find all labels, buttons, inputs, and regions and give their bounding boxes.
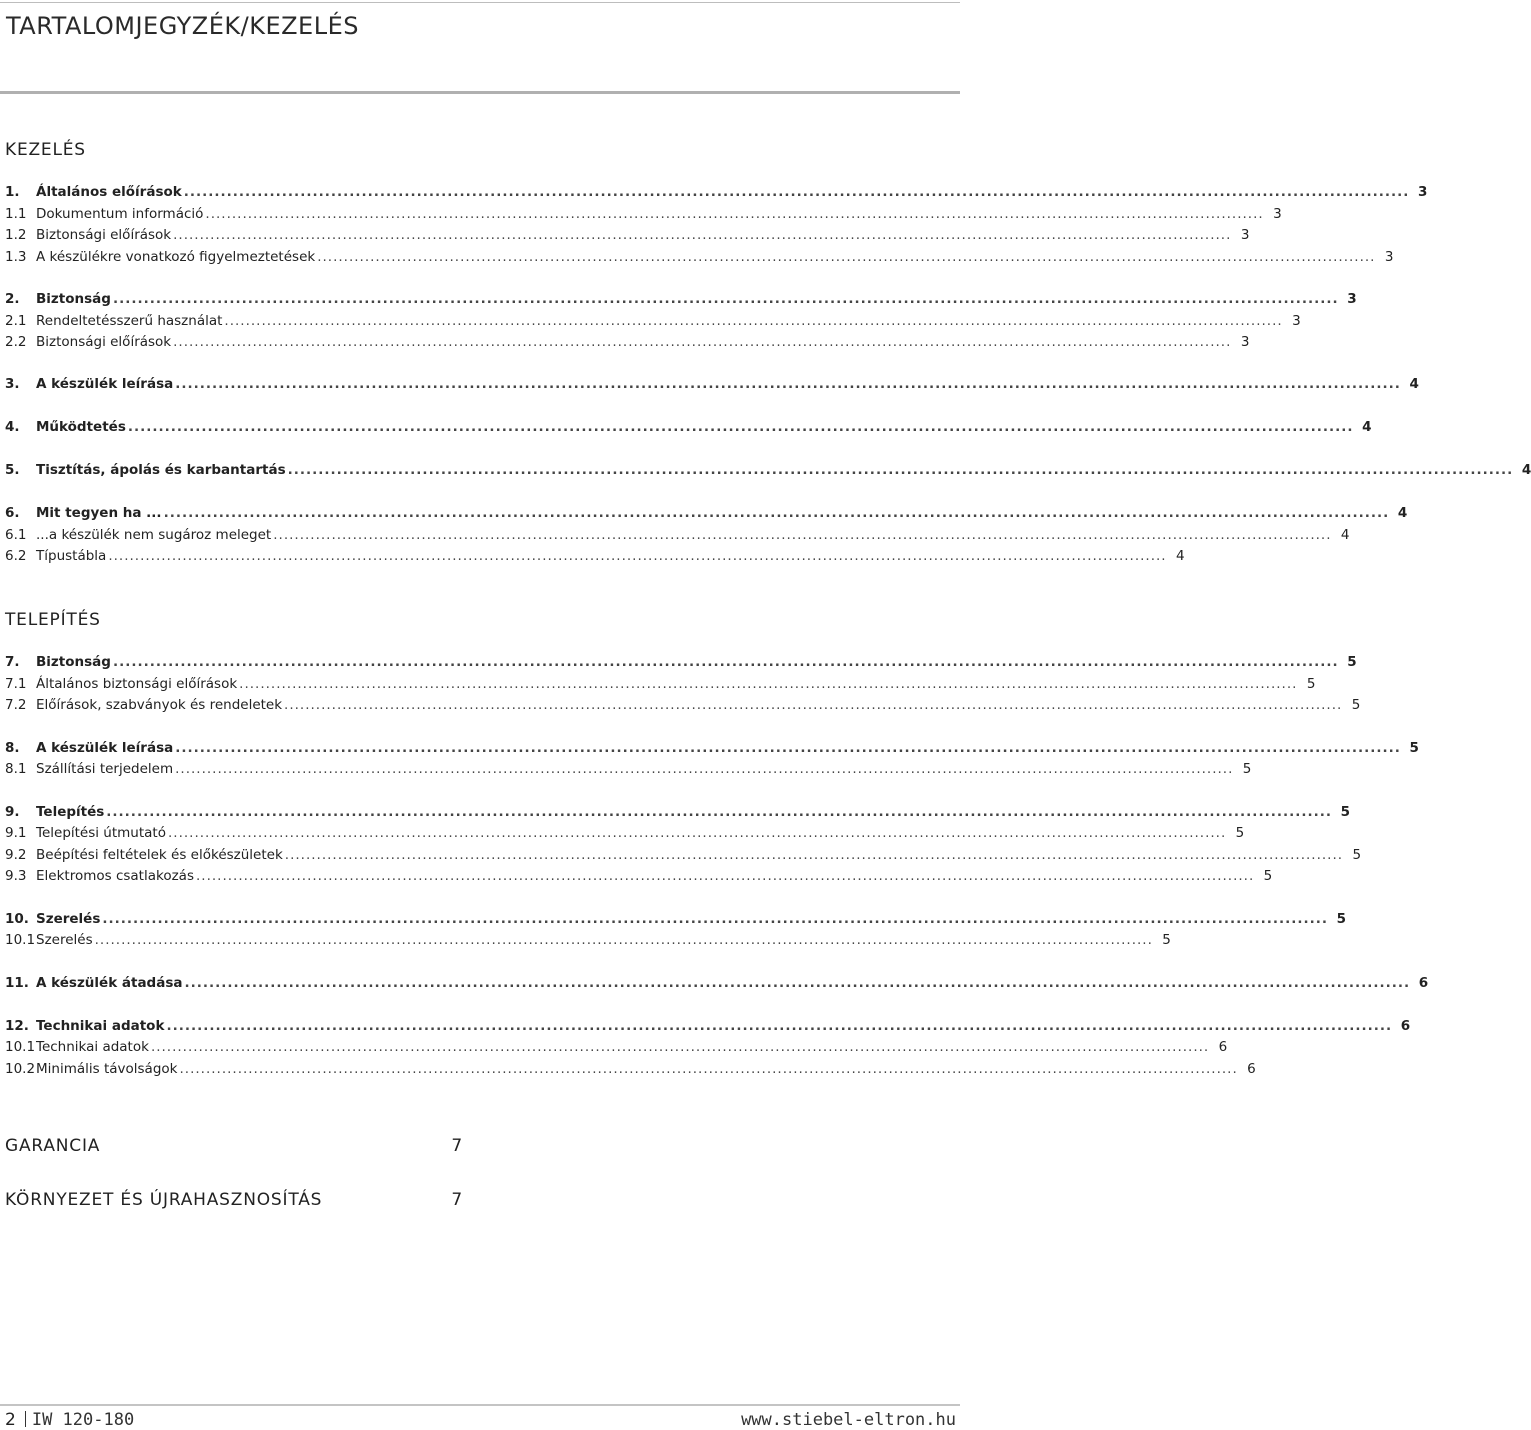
toc-entry-page: 4 <box>1176 548 1185 564</box>
toc-entry-page: 4 <box>1521 462 1531 478</box>
toc-entry[interactable] <box>5 546 1185 566</box>
toc-entry-page: 5 <box>1340 804 1350 820</box>
section-heading-kezeles: KEZELÉS <box>5 140 86 160</box>
toc-entry-page: 6 <box>1247 1061 1256 1077</box>
section-heading-telepites: TELEPÍTÉS <box>5 610 101 630</box>
toc-leader-dots: ........................................................................................................................................................................................................ <box>175 761 1234 777</box>
toc-entry-label: ...a készülék nem sugároz meleget <box>36 527 272 543</box>
toc-entry-number: 1.3 <box>5 249 27 265</box>
toc-entry-label: Beépítési feltételek és előkészületek <box>36 847 283 863</box>
toc-entry-label: Általános előírások <box>36 184 182 200</box>
toc-entry[interactable] <box>5 204 1282 224</box>
toc-leader-dots: ........................................................................................................................................................................................................ <box>183 184 1410 200</box>
toc-entry-label: Szerelés <box>36 911 101 927</box>
toc-entry[interactable] <box>5 525 1350 545</box>
toc-leader-dots: ........................................................................................................................................................................................................ <box>239 676 1298 692</box>
toc-entry-number: 3. <box>5 376 20 392</box>
toc-leader-dots: ........................................................................................................................................................................................................ <box>112 654 1339 670</box>
toc-leader-dots: ........................................................................................................................................................................................................ <box>284 697 1343 713</box>
toc-entry-page: 5 <box>1306 676 1316 692</box>
toc-entry-number: 2. <box>5 291 20 307</box>
footer-separator <box>25 1411 26 1427</box>
toc-entry[interactable] <box>5 802 1350 822</box>
toc-entry[interactable] <box>5 695 1361 715</box>
toc-entry[interactable] <box>5 332 1250 352</box>
toc-entry[interactable] <box>5 460 1531 480</box>
toc-entry-label: A készülék leírása <box>36 740 174 756</box>
toc-leader-dots: ........................................................................................................................................................................................................ <box>284 847 1344 863</box>
toc-leader-dots: ........................................................................................................................................................................................................ <box>195 868 1255 884</box>
toc-entry-label: Technikai adatok <box>36 1018 165 1034</box>
toc-entry-label: Általános biztonsági előírások <box>36 676 238 692</box>
toc-entry-page: 3 <box>1418 184 1428 200</box>
toc-entry-label: Mit tegyen ha ... <box>36 505 162 521</box>
toc-leader-dots: ........................................................................................................................................................................................................ <box>224 313 1283 329</box>
toc-entry-page: 6 <box>1218 1039 1228 1055</box>
toc-entry[interactable] <box>5 674 1316 694</box>
toc-leader-dots: ........................................................................................................................................................................................................ <box>175 376 1401 392</box>
toc-entry-page: 3 <box>1240 334 1250 350</box>
toc-entry-label: Típustábla <box>36 548 107 564</box>
toc-leader-dots: ........................................................................................................................................................................................................ <box>167 825 1227 841</box>
toc-leader-dots: ........................................................................................................................................................................................................ <box>273 527 1332 543</box>
toc-leader-dots: ........................................................................................................................................................................................................ <box>173 227 1232 243</box>
toc-entry-number: 7. <box>5 654 20 670</box>
toc-entry-page: 5 <box>1242 761 1252 777</box>
toc-entry-number: 8. <box>5 740 20 756</box>
toc-leader-dots: ........................................................................................................................................................................................................ <box>184 975 1411 991</box>
toc-entry-number: 7.2 <box>5 697 27 713</box>
top-rule <box>0 2 960 3</box>
toc-entry-number: 2.2 <box>5 334 27 350</box>
toc-entry-label: Biztonsági előírások <box>36 227 172 243</box>
title-rule <box>0 91 960 94</box>
toc-entry[interactable] <box>5 225 1250 245</box>
footer-page-number: 2 <box>5 1410 16 1430</box>
toc-entry-number: 10.1 <box>5 932 36 948</box>
toc-entry[interactable] <box>5 845 1362 865</box>
toc-leader-dots: ........................................................................................................................................................................................................ <box>108 548 1167 564</box>
toc-entry[interactable] <box>5 289 1357 309</box>
toc-entry-page: 4 <box>1340 527 1350 543</box>
toc-entry-label: Telepítési útmutató <box>36 825 166 841</box>
footer-website[interactable]: www.stiebel-eltron.hu <box>741 1410 956 1430</box>
toc-entry-number: 4. <box>5 419 20 435</box>
toc-entry[interactable] <box>5 759 1252 779</box>
toc-entry[interactable] <box>5 1037 1228 1057</box>
toc-entry-label: Biztonság <box>36 654 111 670</box>
page-title: TARTALOMJEGYZÉK/KEZELÉS <box>6 12 359 40</box>
footer-rule <box>0 1404 960 1406</box>
toc-entry-label: Minimális távolságok <box>36 1061 178 1077</box>
toc-leader-dots: ........................................................................................................................................................................................................ <box>127 419 1354 435</box>
toc-entry[interactable] <box>5 930 1171 950</box>
toc-entry-number: 7.1 <box>5 676 27 692</box>
toc-entry[interactable] <box>5 503 1408 523</box>
toc-leader-dots: ........................................................................................................................................................................................................ <box>102 911 1329 927</box>
toc-entry-page: 5 <box>1351 697 1361 713</box>
toc-leader-dots: ........................................................................................................................................................................................................ <box>205 206 1264 222</box>
toc-entry[interactable] <box>5 738 1419 758</box>
toc-entry[interactable] <box>5 1016 1411 1036</box>
toc-entry-label: A készülék leírása <box>36 376 174 392</box>
toc-entry-number: 8.1 <box>5 761 27 777</box>
toc-entry-number: 11. <box>5 975 29 991</box>
toc-entry-number: 1.2 <box>5 227 27 243</box>
toc-entry[interactable] <box>5 247 1394 267</box>
toc-entry-number: 10.1 <box>5 1039 36 1055</box>
toc-entry-page: 4 <box>1397 505 1408 521</box>
kornyezet-page: 7 <box>451 1190 463 1210</box>
toc-leader-dots: ........................................................................................................................................................................................................ <box>179 1061 1238 1077</box>
toc-entry-page: 5 <box>1235 825 1245 841</box>
toc-entry-label: Biztonsági előírások <box>36 334 172 350</box>
toc-entry-number: 1. <box>5 184 20 200</box>
toc-entry-label: A készülékre vonatkozó figyelmeztetések <box>36 249 316 265</box>
toc-entry-label: Telepítés <box>36 804 105 820</box>
toc-entry-number: 10.2 <box>5 1061 36 1077</box>
toc-leader-dots: ........................................................................................................................................................................................................ <box>173 334 1232 350</box>
toc-entry-label: Szerelés <box>36 932 93 948</box>
toc-leader-dots: ........................................................................................................................................................................................................ <box>163 505 1390 521</box>
footer-model: IW 120-180 <box>31 1410 135 1430</box>
garancia-label: GARANCIA <box>5 1136 101 1156</box>
toc-entry-number: 9.1 <box>5 825 27 841</box>
toc-entry-number: 9.3 <box>5 868 27 884</box>
toc-entry-number: 12. <box>5 1018 29 1034</box>
toc-leader-dots: ........................................................................................................................................................................................................ <box>175 740 1401 756</box>
toc-entry-page: 3 <box>1347 291 1357 307</box>
kornyezet-label: KÖRNYEZET ÉS ÚJRAHASZNOSÍTÁS <box>5 1190 323 1210</box>
toc-entry-page: 5 <box>1347 654 1357 670</box>
toc-entry-page: 4 <box>1409 376 1419 392</box>
toc-entry-number: 9. <box>5 804 20 820</box>
toc-entry-label: Biztonság <box>36 291 111 307</box>
garancia-entry[interactable] <box>5 1136 463 1156</box>
toc-entry-page: 5 <box>1336 911 1347 927</box>
kornyezet-entry[interactable] <box>5 1190 463 1210</box>
toc-entry-label: Technikai adatok <box>36 1039 149 1055</box>
toc-leader-dots: ........................................................................................................................................................................................................ <box>112 291 1339 307</box>
toc-leader-dots: ........................................................................................................................................................................................................ <box>317 249 1376 265</box>
toc-entry-label: Elektromos csatlakozás <box>36 868 194 884</box>
toc-entry[interactable] <box>5 374 1419 394</box>
toc-entry-label: Rendeltetésszerű használat <box>36 313 223 329</box>
toc-entry[interactable] <box>5 182 1428 202</box>
footer-left <box>5 1410 134 1430</box>
toc-entry-label: A készülék átadása <box>36 975 183 991</box>
toc-entry-page: 5 <box>1409 740 1419 756</box>
toc-entry-page: 5 <box>1352 847 1362 863</box>
toc-entry-page: 3 <box>1273 206 1282 222</box>
toc-entry[interactable] <box>5 909 1347 929</box>
toc-entry-page: 5 <box>1263 868 1273 884</box>
toc-entry-number: 6. <box>5 505 20 521</box>
toc-entry-number: 1.1 <box>5 206 27 222</box>
toc-entry-page: 3 <box>1292 313 1301 329</box>
toc-entry-number: 6.1 <box>5 527 27 543</box>
garancia-page: 7 <box>451 1136 463 1156</box>
toc-entry[interactable] <box>5 1059 1256 1079</box>
toc-entry-page: 5 <box>1162 932 1171 948</box>
toc-entry-label: Dokumentum információ <box>36 206 204 222</box>
toc-entry-number: 6.2 <box>5 548 27 564</box>
toc-entry-number: 2.1 <box>5 313 27 329</box>
toc-leader-dots: ........................................................................................................................................................................................................ <box>150 1039 1210 1055</box>
toc-entry-label: Működtetés <box>36 419 126 435</box>
toc-leader-dots: ........................................................................................................................................................................................................ <box>166 1018 1393 1034</box>
toc-entry-label: Tisztítás, ápolás és karbantartás <box>36 462 286 478</box>
toc-entry-label: Előírások, szabványok és rendeletek <box>36 697 283 713</box>
toc-entry-page: 6 <box>1400 1018 1411 1034</box>
toc-leader-dots: ........................................................................................................................................................................................................ <box>106 804 1332 820</box>
toc-entry[interactable] <box>5 417 1372 437</box>
toc-entry[interactable] <box>5 311 1301 331</box>
toc-entry[interactable] <box>5 973 1429 993</box>
toc-entry-page: 6 <box>1418 975 1429 991</box>
toc-entry[interactable] <box>5 823 1245 843</box>
toc-entry-number: 9.2 <box>5 847 27 863</box>
toc-leader-dots: ........................................................................................................................................................................................................ <box>94 932 1153 948</box>
toc-entry-page: 3 <box>1384 249 1394 265</box>
toc-leader-dots: ........................................................................................................................................................................................................ <box>287 462 1514 478</box>
toc-entry-page: 3 <box>1240 227 1250 243</box>
toc-entry[interactable] <box>5 866 1273 886</box>
toc-entry[interactable] <box>5 652 1357 672</box>
toc-entry-page: 4 <box>1362 419 1372 435</box>
toc-entry-label: Szállítási terjedelem <box>36 761 174 777</box>
toc-entry-number: 5. <box>5 462 20 478</box>
toc-entry-number: 10. <box>5 911 29 927</box>
